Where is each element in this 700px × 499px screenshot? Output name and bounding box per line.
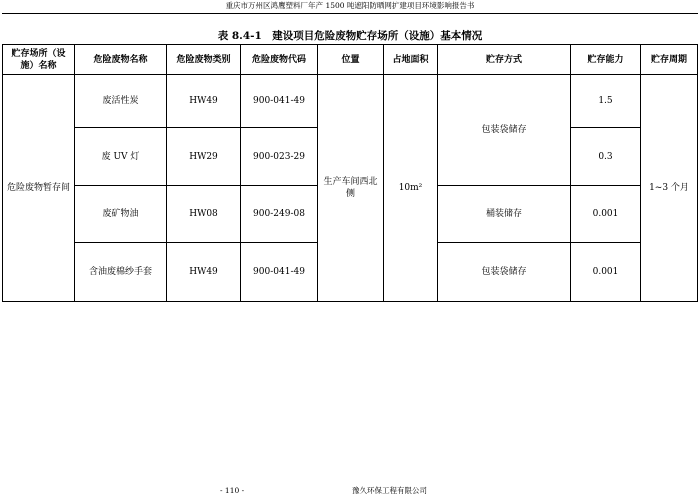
waste-name-cell: 含油废棉纱手套: [75, 243, 167, 302]
col-header-waste-category: 危险废物类别: [167, 45, 241, 75]
period-cell: 1~3 个月: [641, 75, 698, 302]
waste-code-cell: 900-041-49: [241, 243, 318, 302]
capacity-cell: 0.001: [571, 186, 641, 243]
storage-method-cell: 桶装储存: [438, 186, 571, 243]
header-row: [3, 45, 698, 75]
col-header-waste-name: 危险废物名称: [75, 45, 167, 75]
area-cell: 10m²: [384, 75, 438, 302]
waste-name-cell: 废 UV 灯: [75, 128, 167, 186]
capacity-cell: 0.001: [571, 243, 641, 302]
waste-category-cell: HW49: [167, 75, 241, 128]
waste-category-cell: HW29: [167, 128, 241, 186]
storage-method-cell: 包装袋储存: [438, 243, 571, 302]
capacity-cell: 1.5: [571, 75, 641, 128]
waste-code-cell: 900-023-29: [241, 128, 318, 186]
company-name: 豫久环保工程有限公司: [352, 486, 427, 495]
table-row: [3, 75, 698, 128]
hazardous-waste-storage-table: [2, 44, 698, 302]
waste-category-cell: HW08: [167, 186, 241, 243]
page-number: - 110 -: [220, 486, 245, 495]
waste-name-cell: 废活性炭: [75, 75, 167, 128]
waste-name-cell: 废矿物油: [75, 186, 167, 243]
col-header-location: 位置: [318, 45, 384, 75]
waste-code-cell: 900-249-08: [241, 186, 318, 243]
col-header-capacity: 贮存能力: [571, 45, 641, 75]
col-header-storage-method: 贮存方式: [438, 45, 571, 75]
table-title: 表 8.4-1 建设项目危险废物贮存场所（设施）基本情况: [217, 30, 483, 42]
col-header-site: 贮存场所（设施）名称: [3, 45, 75, 75]
page-footer: [0, 485, 700, 497]
header-divider: [2, 13, 698, 14]
col-header-period: 贮存周期: [641, 45, 698, 75]
storage-method-cell: 包装袋储存: [438, 75, 571, 186]
site-name-cell: 危险废物暂存间: [3, 75, 75, 302]
location-cell: 生产车间西北侧: [318, 75, 384, 302]
col-header-waste-code: 危险废物代码: [241, 45, 318, 75]
page-header: 重庆市万州区鸿鹰塑料厂年产 1500 吨遮阳防晒网扩建项目环境影响报告书: [225, 1, 475, 10]
waste-category-cell: HW49: [167, 243, 241, 302]
capacity-cell: 0.3: [571, 128, 641, 186]
waste-code-cell: 900-041-49: [241, 75, 318, 128]
col-header-area: 占地面积: [384, 45, 438, 75]
